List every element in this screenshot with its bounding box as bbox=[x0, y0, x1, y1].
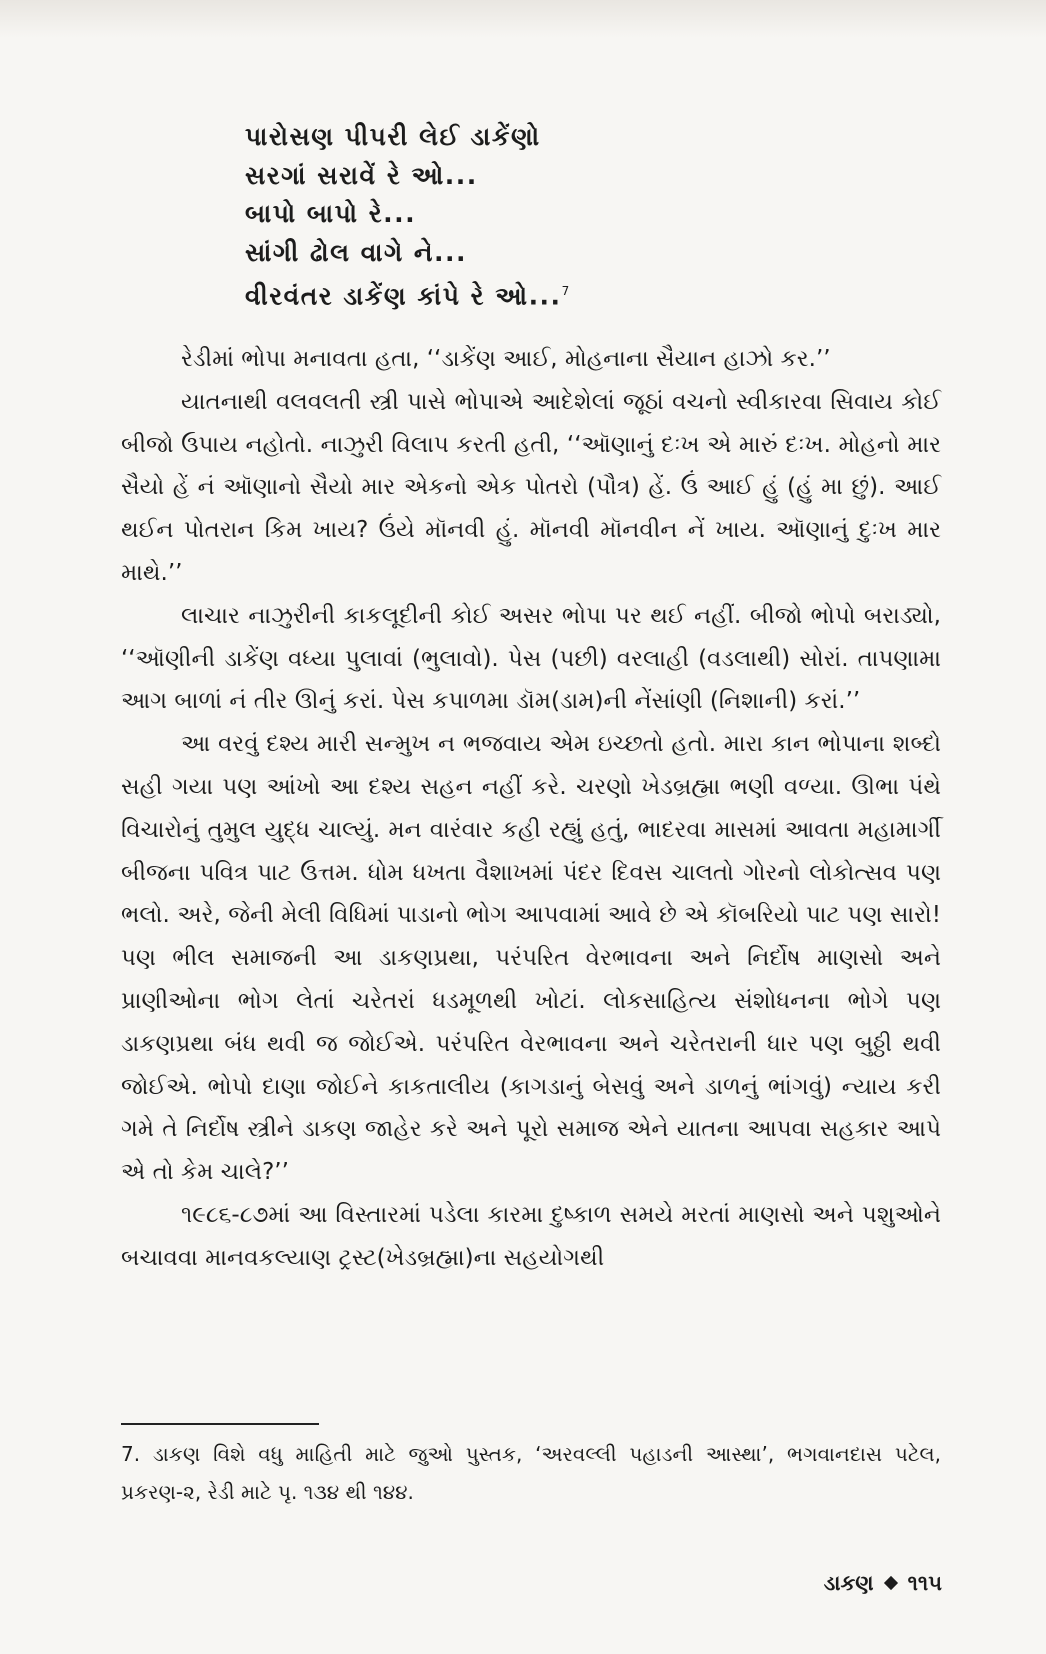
paragraph: યાતનાથી વલવલતી સ્ત્રી પાસે ભોપાએ આદેશેલાં જૂઠાં વચનો સ્વીકારવા સિવાય કોઈ બીજો ઉપાય નહોતો. નાઝુરી વિલાપ કરતી હતી, ‘‘ઑણાનું દઃખ એ મારું દઃખ. મોહનો માર સૈયો હેં નં ઑણાનો સૈયો માર એકનો એક પોતરો (પૌત્ર) હેં. ઉં આઈ હું (હું મા છું). આઈ થઈન પોતરાન કિમ ખાય? ઉંયે મૉનવી હું. મૉનવી મૉનવીન નેં ખાય. ઑણાનું દુઃખ માર માથે.’’ bbox=[121, 388, 941, 586]
poem-line: પારોસણ પીપરી લેઈ ડાકેંણો bbox=[245, 122, 541, 151]
paragraph: આ વરવું દશ્ય મારી સન્મુખ ન ભજવાય એમ ઇચ્છતો હતો. મારા કાન ભોપાના શબ્દો સહી ગયા પણ આંખો આ દશ્ય સહન નહીં કરે. ચરણો ખેડબ્રહ્મા ભણી વળ્યા. ઊભા પંથે વિચારોનું તુમુલ યુદ્ધ ચાલ્યું. મન વારંવાર કહી રહ્યું હતું, ભાદરવા માસમાં આવતા મહામાર્ગી બીજના પવિત્ર પાટ ઉત્તમ. ધોમ ધખતા વૈશાખમાં પંદર દિવસ ચાલતો ગોરનો લોકોત્સવ પણ ભલો. અરે, જેની મેલી વિધિમાં પાડાનો ભોગ આપવામાં આવે છે એ કૉબરિયો પાટ પણ સારો! પણ ભીલ સમાજની આ ડાકણપ્રથા, પરંપરિત વેરભાવના અને નિર્દોષ માણસો અને પ્રાણીઓના ભોગ લેતાં ચરેતરાં ધડમૂળથી ખોટાં. લોકસાહિત્ય સંશોધનના ભોગે પણ ડાકણપ્રથા બંધ થવી જ જોઈએ. પરંપરિત વેરભાવના અને ચરેતરાની ધાર પણ બુઠ્ઠી થવી જોઈએ. ભોપો દાણા જોઈને કાકતાલીય (કાગડાનું બેસવું અને ડાળનું ભાંગવું) ન્યાય કરી ગમે તે નિર્દોષ સ્ત્રીને ડાકણ જાહેર કરે અને પૂરો સમાજ એને યાતના આપવા સહકાર આપે એ તો કેમ ચાલે?’’ bbox=[121, 731, 941, 1186]
paragraph: લાચાર નાઝુરીની કાકલૂદીની કોઈ અસર ભોપા પર થઈ નહીં. બીજો ભોપો બરાડ્યો, ‘‘ઑણીની ડાકેંણ વધ્યા પુલાવાં (ભુલાવો). પેસ (પછી) વરલાહી (વડલાથી) સોરાં. તાપણામા આગ બાળાં નં તીર ઊનું કરાં. પેસ કપાળમા ડૉમ(ડામ)ની નેંસાંણી (નિશાની) કરાં.’’ bbox=[121, 602, 941, 715]
poem-line: બાપો બાપો રે... bbox=[245, 199, 417, 228]
body-text bbox=[121, 338, 941, 1280]
paragraph: રેડીમાં ભોપા મનાવતા હતા, ‘‘ડાકેંણ આઈ, મોહનાના સૈયાન હાઝો કર.’’ bbox=[181, 346, 831, 372]
poem-verse bbox=[245, 118, 845, 316]
poem-line: સરગાં સરાવેં રે ઓ... bbox=[245, 160, 478, 190]
page-number: ૧૧૫ bbox=[907, 1571, 942, 1595]
footnote-divider bbox=[121, 1423, 319, 1425]
poem-line: સાંગી ઢોલ વાગે ને... bbox=[245, 237, 468, 267]
running-footer-title: ડાકણ bbox=[823, 1571, 874, 1595]
poem-line-text: વીરવંતર ડાકેંણ કાંપે રે ઓ... bbox=[245, 281, 562, 311]
paragraph: ૧૯૮૬-૮૭માં આ વિસ્તારમાં પડેલા કારમા દુષ્કાળ સમયે મરતાં માણસો અને પશુઓને બચાવવા માનવકલ્યાણ ટ્રસ્ટ(ખેડબ્રહ્મા)ના સહયોગથી bbox=[121, 1201, 941, 1271]
page-top-shadow bbox=[0, 0, 1046, 38]
diamond-separator-icon bbox=[884, 1576, 898, 1590]
footnote-reference: 7 bbox=[561, 284, 571, 298]
poem-line-last bbox=[245, 272, 845, 316]
footnote: 7. ડાકણ વિશે વધુ માહિતી માટે જુઓ પુસ્તક, ‘અરવલ્લી પહાડની આસ્થા’, ભગવાનદાસ પટેલ, પ્રકરણ-૨, રેડી માટે પૃ. ૧૩૪ થી ૧૪૪. bbox=[121, 1442, 941, 1504]
page-footer bbox=[824, 1571, 942, 1596]
